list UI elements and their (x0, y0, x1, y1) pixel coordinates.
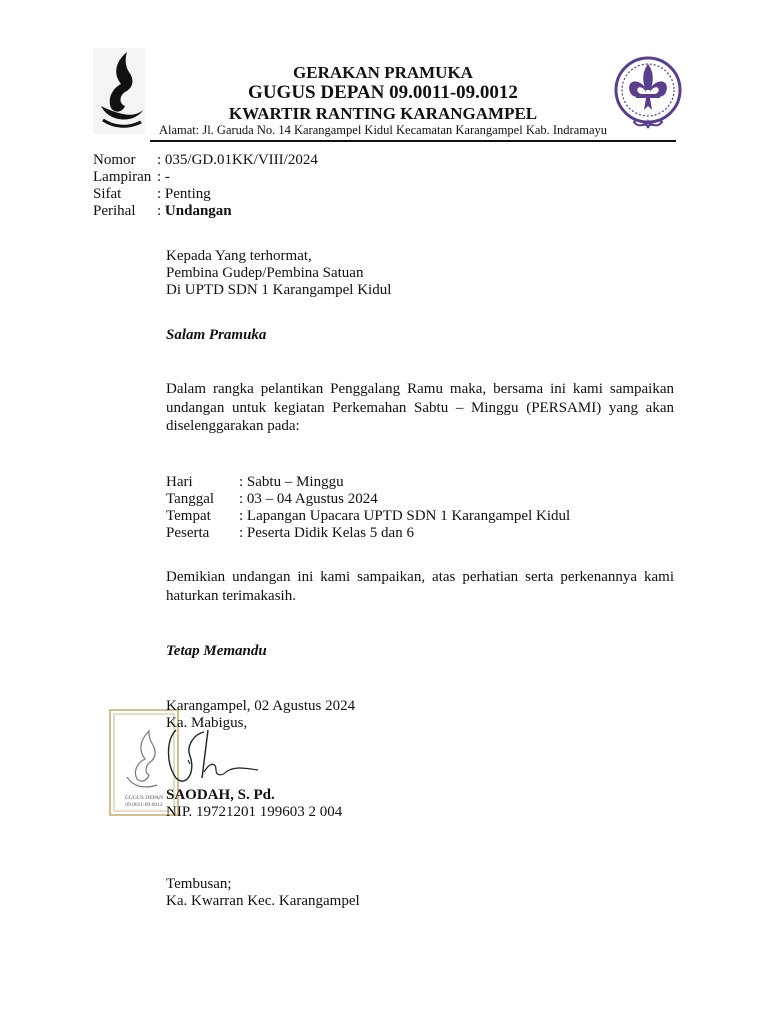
detail-value-hari: : Sabtu – Minggu (239, 474, 344, 490)
closing-paragraph: Demikian undangan ini kami sampaikan, atas perhatian serta perkenannya kami haturkan terimakasih. (166, 569, 674, 604)
greeting: Salam Pramuka (166, 327, 267, 343)
stamp-text: GUGUS DEPAN (124, 795, 164, 801)
recipient-line: Kepada Yang terhormat, (166, 248, 312, 264)
motto: Tetap Memandu (166, 643, 267, 659)
detail-label-hari: Hari (166, 474, 193, 490)
recipient-line: Pembina Gudep/Pembina Satuan (166, 265, 364, 281)
signer-title: Ka. Mabigus, (166, 715, 248, 731)
detail-value-tanggal: : 03 – 04 Agustus 2024 (239, 491, 378, 507)
org-title: GERAKAN PRAMUKA (293, 63, 473, 82)
signer-nip: NIP. 19721201 199603 2 004 (166, 804, 343, 820)
meta-value-perihal (157, 203, 232, 220)
detail-value-peserta: : Peserta Didik Kelas 5 dan 6 (239, 525, 414, 541)
detail-label-tempat: Tempat (166, 508, 211, 524)
wosm-emblem-icon (612, 56, 684, 134)
handwritten-signature (164, 726, 264, 792)
place-date: Karangampel, 02 Agustus 2024 (166, 698, 356, 714)
cc-recipient: Ka. Kwarran Kec. Karangampel (166, 893, 360, 909)
stamp-text: 09.0011-09.0012 (125, 802, 163, 808)
meta-label-sifat: Sifat (93, 186, 122, 202)
detail-label-tanggal: Tanggal (166, 491, 215, 507)
signer-name: SAODAH, S. Pd. (166, 787, 275, 803)
meta-label-perihal: Perihal (93, 203, 136, 219)
letterhead-divider (150, 140, 676, 142)
meta-colon: : (157, 203, 165, 219)
detail-value-tempat: : Lapangan Upacara UPTD SDN 1 Karangampel Kidul (239, 508, 571, 524)
meta-label-lampiran: Lampiran (93, 169, 152, 185)
detail-label-peserta: Peserta (166, 525, 210, 541)
unit-title: GUGUS DEPAN 09.0011-09.0012 (248, 82, 518, 103)
meta-label-nomor: Nomor (93, 152, 136, 168)
cc-label: Tembusan; (166, 876, 232, 892)
intro-paragraph: Dalam rangka pelantikan Penggalang Ramu maka, bersama ini kami sampaikan undangan untuk kegiatan Perkemahan Sabtu – Minggu (PERSAMI) yang akan diselenggarakan pada: (166, 381, 674, 434)
meta-value-sifat: : Penting (157, 186, 211, 202)
recipient-line: Di UPTD SDN 1 Karangampel Kidul (166, 282, 392, 298)
tunas-kelapa-logo-icon (93, 48, 145, 134)
meta-value-lampiran: : - (157, 169, 170, 185)
branch-title: KWARTIR RANTING KARANGAMPEL (228, 104, 538, 123)
meta-value-nomor: : 035/GD.01KK/VIII/2024 (157, 152, 318, 168)
subject-text: Undangan (164, 203, 232, 219)
address-line: Alamat: Jl. Garuda No. 14 Karangampel Kidul Kecamatan Karangampel Kab. Indramayu (158, 123, 608, 137)
